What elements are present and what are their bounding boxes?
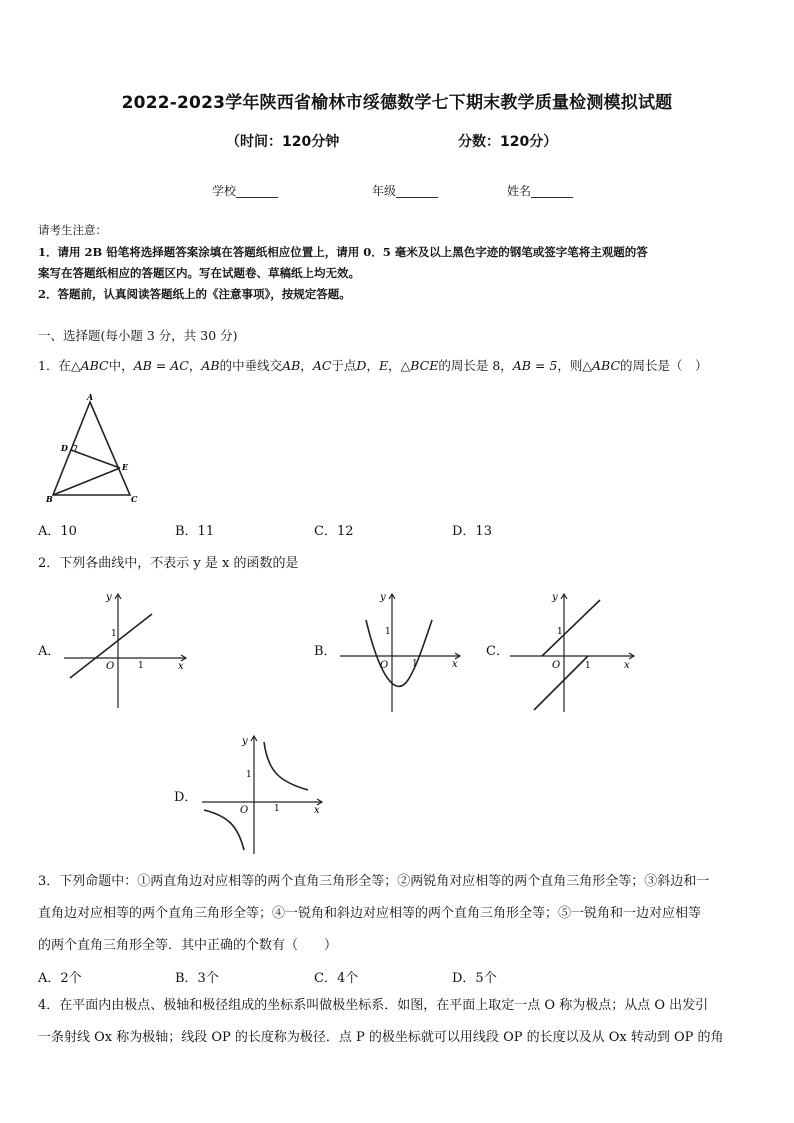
q1-text: ， xyxy=(188,358,202,373)
parabola-curve xyxy=(366,620,432,686)
question-4-line-1: 4．在平面内由极点、极轴和极径组成的坐标系叫做极坐标系．如图，在平面上取定一点 O 称为极点；从点 O 出发引 xyxy=(38,998,709,1013)
tick-x-1: 1 xyxy=(412,659,418,669)
q1-text: ， xyxy=(300,358,313,373)
q1-text: 的周长是（ ） xyxy=(620,358,708,373)
label-b: B xyxy=(46,494,53,504)
q1-text: ， xyxy=(366,358,379,373)
hyperbola-branch-3 xyxy=(204,810,244,850)
q1-math: AB = AC xyxy=(133,358,189,373)
y-label: y xyxy=(552,592,558,603)
graph-d xyxy=(198,732,328,856)
tick-y-1: 1 xyxy=(557,627,563,637)
section-heading: 一、选择题(每小题 3 分，共 30 分) xyxy=(38,328,238,343)
q3-option-c[interactable]: C．4个 xyxy=(314,971,359,986)
q1-math: AB xyxy=(282,358,301,373)
label-d: D xyxy=(61,443,68,453)
q1-option-a[interactable]: A．10 xyxy=(38,524,77,539)
name-field: 姓名_______ xyxy=(507,184,574,198)
q1-text: ，则 xyxy=(557,358,583,373)
exam-title: 2022-2023学年陕西省榆林市绥德数学七下期末教学质量检测模拟试题 xyxy=(121,93,673,113)
notice-line-1: 1．请用 2B 铅笔将选择题答案涂填在答题纸相应位置上，请用 0．5 毫米及以上黑色字迹的钢笔或签字笔将主观题的答 xyxy=(38,245,648,259)
q1-text: 的中垂线交 xyxy=(219,358,283,373)
y-label: y xyxy=(106,592,112,603)
q1-math: E xyxy=(378,358,389,373)
q1-text: 1．在 xyxy=(38,358,71,373)
q1-math: △ABC xyxy=(70,358,109,373)
exam-time: （时间：120分钟 xyxy=(226,134,340,150)
q1-math: △BCE xyxy=(400,358,439,373)
y-label: y xyxy=(242,736,248,747)
notice-line-3: 2．答题前，认真阅读答题纸上的《注意事项》，按规定答题。 xyxy=(38,287,351,301)
graph-b xyxy=(336,588,466,714)
question-2-stem: 2．下列各曲线中，不表示 y 是 x 的函数的是 xyxy=(38,556,299,571)
segment-be xyxy=(53,468,120,495)
triangle-figure xyxy=(38,392,148,504)
x-label: x xyxy=(452,659,458,670)
origin-label: O xyxy=(380,660,389,671)
q1-option-b[interactable]: B．11 xyxy=(175,524,215,539)
q3-option-d[interactable]: D．5个 xyxy=(452,971,497,986)
q1-text: 的周长是 8， xyxy=(438,358,513,373)
q1-option-d[interactable]: D．13 xyxy=(452,524,492,539)
question-3-line-1: 3．下列命题中：①两直角边对应相等的两个直角三角形全等；②两锐角对应相等的两个直角三角形全等；③斜边和一 xyxy=(38,874,710,889)
upper-line xyxy=(542,600,600,656)
label-e: E xyxy=(122,462,129,472)
tick-y-1: 1 xyxy=(111,629,117,639)
right-angle-mark xyxy=(73,445,77,451)
x-label: x xyxy=(314,805,320,816)
x-label: x xyxy=(624,660,630,671)
hyperbola-branch-1 xyxy=(264,742,308,790)
x-label: x xyxy=(178,661,184,672)
q2-option-d[interactable]: D． xyxy=(174,790,198,805)
q1-math: △ABC xyxy=(582,358,621,373)
q2-option-b[interactable]: B． xyxy=(314,644,337,659)
tick-y-1: 1 xyxy=(246,770,252,780)
q1-math: AB = 5 xyxy=(512,358,558,373)
lower-line xyxy=(534,656,588,710)
q1-math: AB xyxy=(201,358,220,373)
question-3-line-2: 直角边对应相等的两个直角三角形全等；④一锐角和斜边对应相等的两个直角三角形全等；⑤一锐角和一边对应相等 xyxy=(38,906,702,921)
question-1-stem xyxy=(38,356,708,374)
tick-x-1: 1 xyxy=(585,661,591,671)
question-3-line-3: 的两个直角三角形全等．其中正确的个数有（ ） xyxy=(38,938,338,953)
q3-option-b[interactable]: B．3个 xyxy=(175,971,219,986)
q1-text: 中， xyxy=(108,358,134,373)
q1-math: D xyxy=(356,358,367,373)
q2-option-c[interactable]: C． xyxy=(486,644,509,659)
label-c: C xyxy=(131,494,138,504)
tick-x-1: 1 xyxy=(274,804,280,814)
tick-x-1: 1 xyxy=(138,661,144,671)
q1-option-c[interactable]: C．12 xyxy=(314,524,354,539)
tick-y-1: 1 xyxy=(385,627,391,637)
notice-line-2: 案写在答题纸相应的答题区内。写在试题卷、草稿纸上均无效。 xyxy=(38,266,360,280)
label-a: A xyxy=(87,392,94,402)
exam-score: 分数：120分） xyxy=(458,134,558,150)
notice-heading: 请考生注意： xyxy=(38,223,107,237)
q3-option-a[interactable]: A．2个 xyxy=(38,971,82,986)
school-field: 学校_______ xyxy=(212,184,279,198)
origin-label: O xyxy=(552,660,561,671)
q2-option-a[interactable]: A． xyxy=(38,644,61,659)
origin-label: O xyxy=(106,661,115,672)
grade-field: 年级_______ xyxy=(372,184,439,198)
q1-text: ， xyxy=(388,358,401,373)
graph-a xyxy=(60,588,195,710)
question-4-line-2: 一条射线 Ox 称为极轴；线段 OP 的长度称为极径．点 P 的极坐标就可以用线段 OP 的长度以及从 Ox 转动到 OP 的角 xyxy=(38,1030,724,1045)
q1-text: 于点 xyxy=(331,358,357,373)
origin-label: O xyxy=(240,805,249,816)
graph-c xyxy=(508,588,638,714)
y-label: y xyxy=(380,592,386,603)
q1-math: AC xyxy=(312,358,332,373)
